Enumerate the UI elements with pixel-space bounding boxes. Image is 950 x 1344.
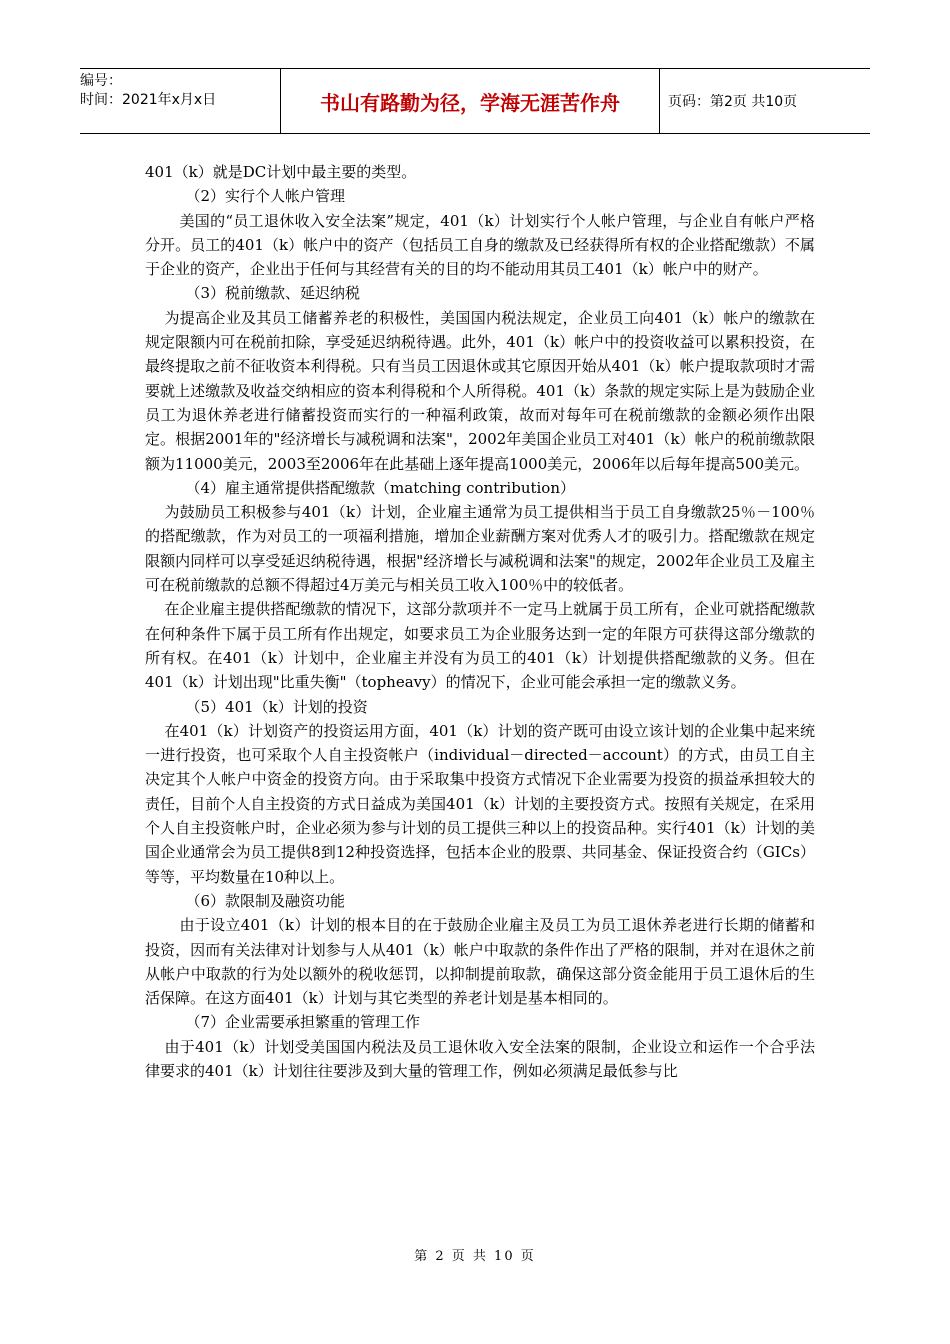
page-footer: 第 2 页 共 10 页 (414, 1249, 536, 1264)
document-body (145, 160, 815, 1083)
document-date: 时间：2021年x月x日 (80, 92, 217, 108)
section-heading: （6）款限制及融资功能 (185, 891, 346, 910)
document-header (80, 68, 870, 134)
body-paragraph: 由于设立401（k）计划的根本目的在于鼓励企业雇主及员工为员工退休养老进行长期的储蓄和投资，因而有关法律对计划参与人从401（k）帐户中取款的条件作出了严格的限制，并对在退休之前从帐户中取款的行为处以额外的税收惩罚，以抑制提前取款，确保这部分资金能用于员工退休后的生活保障。在这方面401（k）计划与其它类型的养老计划是基本相同的。 (145, 916, 815, 1008)
header-meta (80, 69, 281, 133)
body-paragraph: 美国的“员工退休收入安全法案”规定，401（k）计划实行个人帐户管理，与企业自有帐户严格分开。员工的401（k）帐户中的资产（包括员工自身的缴款及已经获得所有权的企业搭配缴款）不属于企业的资产，企业出于任何与其经营有关的目的均不能动用其员工401（k）帐户中的财产。 (145, 211, 815, 279)
body-paragraph: 为提高企业及其员工储蓄养老的积极性，美国国内税法规定，企业员工向401（k）帐户的缴款在规定限额内可在税前扣除，享受延迟纳税待遇。此外，401（k）帐户中的投资收益可以累积投资，在最终提取之前不征收资本利得税。只有当员工因退休或其它原因开始从401（k）帐户提取款项时才需要就上述缴款及收益交纳相应的资本利得税和个人所得税。401（k）条款的规定实际上是为鼓励企业员工为退休养老进行储蓄投资而实行的一种福利政策，故而对每年可在税前缴款的金额必须作出限定。根据2001年的"经济增长与减税调和法案"，2002年美国企业员工对401（k）帐户的税前缴款限额为11000美元，2003至2006年在此基础上逐年提高1000美元，2006年以后每年提高500美元。 (145, 308, 815, 473)
body-paragraph: 401（k）就是DC计划中最主要的类型。 (145, 163, 417, 181)
body-paragraph: 在401（k）计划资产的投资运用方面，401（k）计划的资产既可由设立该计划的企业集中起来统一进行投资，也可采取个人自主投资帐户（individual－directed－account）的方式，由员工自主决定其个人帐户中资金的投资方向。由于采取集中投资方式情况下企业需要为投资的损益承担较大的责任，目前个人自主投资的方式日益成为美国401（k）计划的主要投资方式。按照有关规定，在采用个人自主投资帐户时，企业必须为参与计划的员工提供三种以上的投资品种。实行401（k）计划的美国企业通常会为员工提供8到12种投资选择，包括本企业的股票、共同基金、保证投资合约（GICs）等等，平均数量在10种以上。 (145, 721, 815, 886)
section-heading: （3）税前缴款、延迟纳税 (185, 284, 361, 303)
document-number-label: 编号： (80, 73, 122, 89)
section-heading: （4）雇主通常提供搭配缴款（matching contribution） (185, 478, 575, 497)
header-motto: 书山有路勤为径，学海无涯苦作舟 (281, 69, 660, 133)
body-paragraph: 由于401（k）计划受美国国内税法及员工退休收入安全法案的限制，企业设立和运作一个合乎法律要求的401（k）计划往往要涉及到大量的管理工作，例如必须满足最低参与比 (145, 1037, 815, 1080)
section-heading: （7）企业需要承担繁重的管理工作 (185, 1013, 421, 1032)
body-paragraph: 为鼓励员工积极参与401（k）计划，企业雇主通常为员工提供相当于员工自身缴款25％－100％的搭配缴款，作为对员工的一项福利措施，增加企业薪酬方案对优秀人才的吸引力。搭配缴款在规定限额内同样可以享受延迟纳税待遇，根据"经济增长与减税调和法案"的规定，2002年企业员工及雇主可在税前缴款的总额不得超过4万美元与相关员工收入100％中的较低者。 (145, 503, 815, 595)
header-page-info: 页码：第2页 共10页 (668, 94, 798, 110)
section-heading: （2）实行个人帐户管理 (185, 187, 346, 206)
section-heading: （5）401（k）计划的投资 (185, 697, 368, 716)
body-paragraph: 在企业雇主提供搭配缴款的情况下，这部分款项并不一定马上就属于员工所有，企业可就搭配缴款在何种条件下属于员工所有作出规定，如要求员工为企业服务达到一定的年限方可获得这部分缴款的所有权。在401（k）计划中，企业雇主并没有为员工的401（k）计划提供搭配缴款的义务。但在401（k）计划出现"比重失衡"（topheavy）的情况下，企业可能会承担一定的缴款义务。 (145, 600, 815, 692)
